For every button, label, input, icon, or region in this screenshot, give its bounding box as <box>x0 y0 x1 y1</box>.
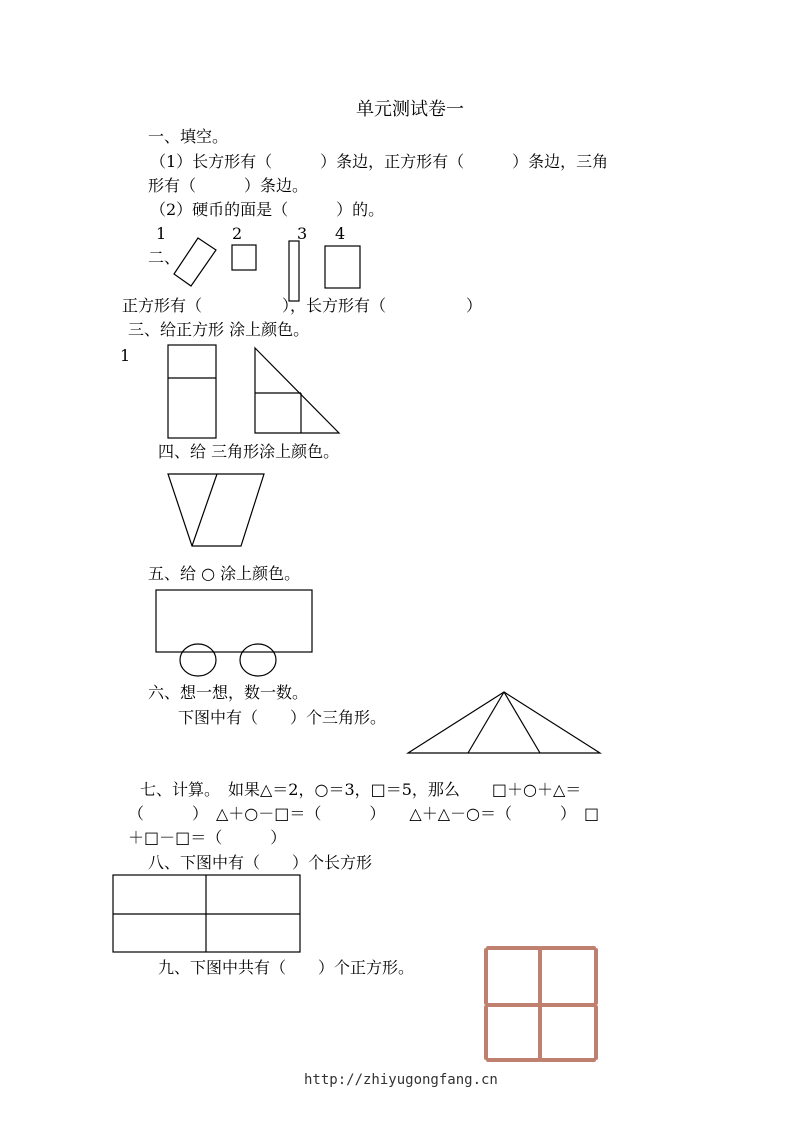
footer-url: http://zhiyugongfang.cn <box>304 1072 498 1088</box>
figure-label-1: 1 <box>120 346 131 365</box>
section-3-heading: 三、给正方形 涂上颜色。 <box>128 320 310 339</box>
section-6-question: 下图中有（ ）个三角形。 <box>178 708 387 727</box>
section-4-heading: 四、给 三角形涂上颜色。 <box>158 442 340 461</box>
section-7-line-3: ＋□－□＝（ ） <box>128 828 287 847</box>
section-1-heading: 一、填空。 <box>148 127 229 146</box>
question-2: （2）硬币的面是（ ）的。 <box>150 200 385 219</box>
shape-label-1: 1 <box>156 224 167 243</box>
page-title: 单元测试卷一 <box>356 99 464 120</box>
section-2-answer-line: 正方形有（ ），长方形有（ ） <box>122 296 483 315</box>
question-1-line-1: （1）长方形有（ ）条边，正方形有（ ）条边，三角 <box>150 152 609 171</box>
section-8-heading: 八、下图中有（ ）个长方形 <box>148 853 373 872</box>
shape-label-4: 4 <box>335 224 346 243</box>
section-7-line-1: 七、计算。 如果△＝2，○＝3，□＝5，那么 □＋○＋△＝ <box>140 780 582 799</box>
section-6-heading: 六、想一想，数一数。 <box>148 683 309 702</box>
section-7-line-2: （ ） △＋○－□＝（ ） △＋△－○＝（ ） □ <box>128 804 600 823</box>
section-9-heading: 九、下图中共有（ ）个正方形。 <box>158 958 415 977</box>
section-5-heading: 五、给 ○ 涂上颜色。 <box>148 564 301 583</box>
question-1-line-2: 形有（ ）条边。 <box>148 176 309 195</box>
shape-label-3: 3 <box>297 224 308 243</box>
shape-label-2: 2 <box>232 224 243 243</box>
section-2-heading: 二、 <box>148 248 181 267</box>
